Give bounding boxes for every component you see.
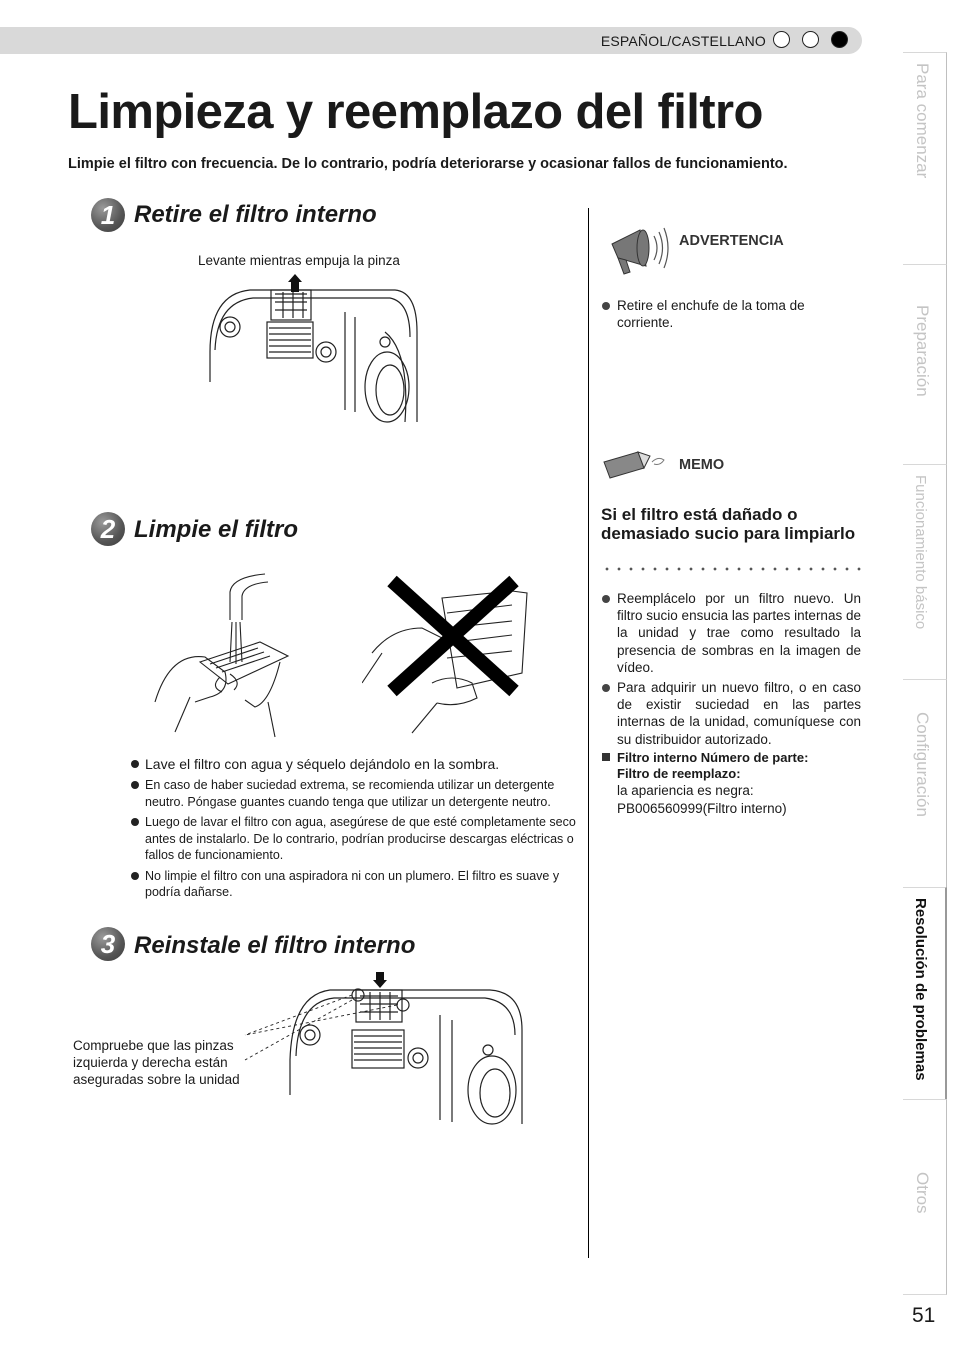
warning-bullet-list	[601, 297, 841, 334]
part-line-2: PB006560999(Filtro interno)	[617, 800, 787, 816]
step-3-caption: Compruebe que las pinzas izquierda y derecha están aseguradas sobre la unidad	[73, 1038, 240, 1087]
column-divider	[588, 208, 589, 1258]
pencil-memo-icon	[602, 448, 668, 480]
language-dot-3-active	[831, 31, 848, 48]
cleaning-bullet: No limpie el filtro con una aspiradora ni con un plumero. El filtro es suave y podría dañarse.	[130, 868, 578, 901]
language-bar	[0, 27, 862, 54]
memo-label: MEMO	[679, 457, 725, 473]
step-3-number: 3	[91, 927, 125, 961]
page-subtitle: Limpie el filtro con frecuencia. De lo contrario, podría deteriorarse y ocasionar fallos de funcionamiento.	[68, 156, 788, 172]
step-2-number: 2	[91, 512, 125, 546]
tab-label: Preparación	[913, 305, 932, 397]
language-dot-2	[802, 31, 819, 48]
tab-label: Funcionamiento básico	[912, 475, 929, 630]
step-1-title: Retire el filtro interno	[134, 201, 377, 228]
warning-bullet: Retire el enchufe de la toma de corriente.	[601, 297, 841, 331]
tab-configuracion[interactable]	[903, 679, 947, 887]
tab-label: Resolución de problemas	[912, 898, 929, 1081]
cleaning-bullet: Luego de lavar el filtro con agua, asegúrese de que esté completamente seco antes de instalarlo. De lo contrario, podrían producirse descargas eléctricas o fallos de funcionamiento.	[130, 814, 578, 864]
projector-filter-install-illustration	[230, 970, 530, 1128]
incorrect-method-illustration	[362, 573, 532, 738]
washing-filter-illustration	[150, 572, 300, 740]
cleaning-bullet: Lave el filtro con agua y séquelo dejándolo en la sombra.	[130, 756, 578, 773]
projector-filter-removal-illustration	[205, 272, 423, 427]
step-3-title: Reinstale el filtro interno	[134, 932, 416, 959]
language-dot-1	[773, 31, 790, 48]
megaphone-warning-icon	[604, 222, 674, 280]
warning-label: ADVERTENCIA	[679, 233, 784, 249]
cleaning-bullet-list	[130, 756, 578, 905]
memo-bullet-list	[601, 590, 861, 751]
dotted-separator	[601, 566, 863, 572]
memo-bullet: Para adquirir un nuevo filtro, o en caso de existir suciedad en las partes internas de la unidad, comuníquese con su distribuidor autorizado.	[601, 679, 861, 748]
step-1-caption: Levante mientras empuja la pinza	[198, 253, 400, 268]
tab-para-comenzar[interactable]	[903, 52, 947, 264]
section-tabs	[903, 0, 954, 1350]
page-title: Limpieza y reemplazo del filtro	[68, 85, 763, 139]
square-bullet-icon	[602, 753, 610, 761]
tab-otros[interactable]	[903, 1099, 947, 1295]
tab-preparacion[interactable]	[903, 264, 947, 464]
tab-funcionamiento-basico[interactable]	[903, 464, 947, 679]
tab-label: Configuración	[913, 712, 932, 817]
memo-bullet: Reemplácelo por un filtro nuevo. Un filtro sucio ensucia las partes internas de la unidad y trae como resultado la presencia de sombras en la imagen de vídeo.	[601, 590, 861, 676]
part-line-1: la apariencia es negra:	[617, 783, 754, 798]
step-1-number: 1	[91, 198, 125, 232]
memo-heading: Si el filtro está dañado o demasiado sucio para limpiarlo	[601, 505, 856, 543]
page-number: 51	[912, 1304, 936, 1327]
part-info	[601, 750, 863, 817]
tab-resolucion-de-problemas[interactable]	[903, 887, 947, 1099]
part-heading-2: Filtro de reemplazo:	[617, 765, 741, 781]
step-2-title: Limpie el filtro	[134, 516, 299, 543]
tab-label: Para comenzar	[913, 63, 932, 179]
tab-label: Otros	[913, 1172, 932, 1214]
part-heading-1: Filtro interno Número de parte:	[617, 750, 809, 765]
language-label: ESPAÑOL/CASTELLANO	[600, 33, 766, 49]
cleaning-bullet: En caso de haber suciedad extrema, se recomienda utilizar un detergente neutro. Póngase guantes cuando tenga que utilizar un detergente neutro.	[130, 777, 578, 810]
